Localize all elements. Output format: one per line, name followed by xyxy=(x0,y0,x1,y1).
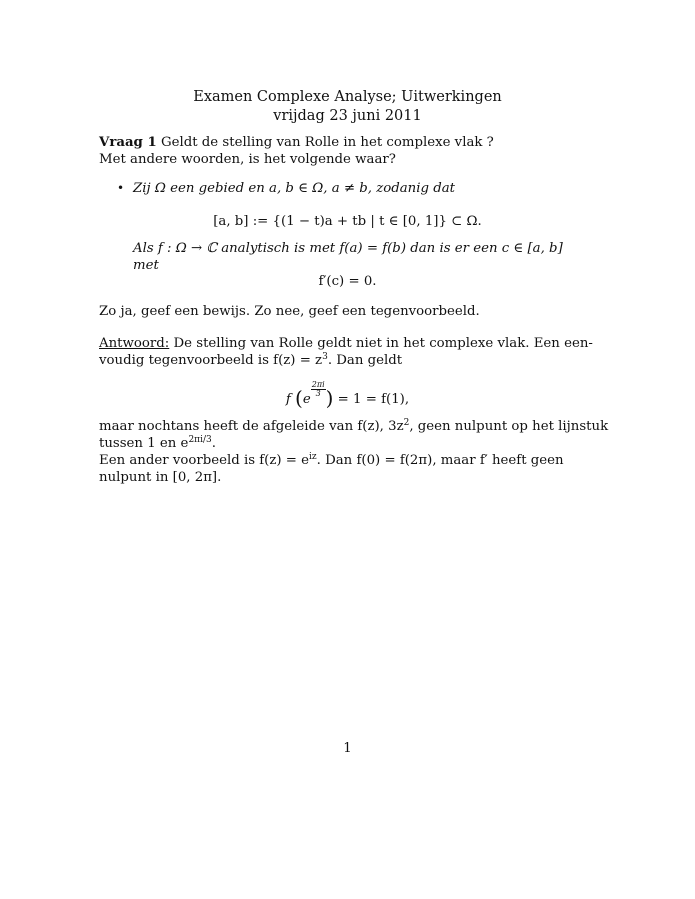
answer-line-1 xyxy=(99,335,593,352)
answer-line-3: maar nochtans heeft de afgeleide van f(z), $3z^2$, geen nulpunt op het lijnstuk xyxy=(99,418,609,434)
left-paren: ( xyxy=(295,386,303,410)
title-line-2: vrijdag 23 juni 2011 xyxy=(273,108,422,124)
answer-line-2: voudig tegenvoorbeeld is $f(z) = z^3$. Dan geldt xyxy=(99,352,403,368)
bullet-marker: • xyxy=(117,181,125,195)
segment-definition: [a, b] := {(1 − t)a + tb | t ∈ [0, 1]} ⊂ Ω. xyxy=(213,214,482,229)
question-label: Vraag 1 xyxy=(99,135,157,150)
answer-label: Antwoord: xyxy=(99,336,170,351)
page-number: 1 xyxy=(343,741,352,756)
condition-line-1: Als f : Ω → ℂ analytisch is met f(a) = f(b) dan is er een c ∈ [a, b] xyxy=(133,241,563,256)
question-line-2: Met andere woorden, is het volgende waar? xyxy=(99,152,396,167)
instruction-line: Zo ja, geef een bewijs. Zo nee, geef een tegenvoorbeeld. xyxy=(99,304,480,319)
question-text: Geldt de stelling van Rolle in het complexe vlak ? xyxy=(160,135,494,150)
document-title xyxy=(0,88,695,126)
answer-line-4: tussen 1 en $e^{2\pi i/3}$. xyxy=(99,435,216,451)
right-paren: ) xyxy=(325,386,334,410)
answer-text-1: De stelling van Rolle geldt niet in het complexe vlak. Een een- xyxy=(173,336,593,351)
question-line-1 xyxy=(99,134,494,151)
root-of-unity-equation: f (e $\frac{2\pi i}{3}$ ) = 1 = f(1), xyxy=(285,380,410,410)
title-line-1: Examen Complexe Analyse; Uitwerkingen xyxy=(193,89,502,105)
answer-line-5: Een ander voorbeeld is $f(z) = e^{iz}$. Dan f(0) = f(2π), maar f′ heeft geen xyxy=(99,452,564,468)
condition-line-2: met xyxy=(133,258,159,273)
answer-line-6: nulpunt in [0, 2π]. xyxy=(99,470,222,485)
exponent-fraction: $\frac{2\pi i}{3}$ xyxy=(311,380,325,398)
derivative-equation: f′(c) = 0. xyxy=(318,274,377,289)
bullet-statement: Zij Ω een gebied en a, b ∈ Ω, a ≠ b, zodanig dat xyxy=(133,181,455,196)
